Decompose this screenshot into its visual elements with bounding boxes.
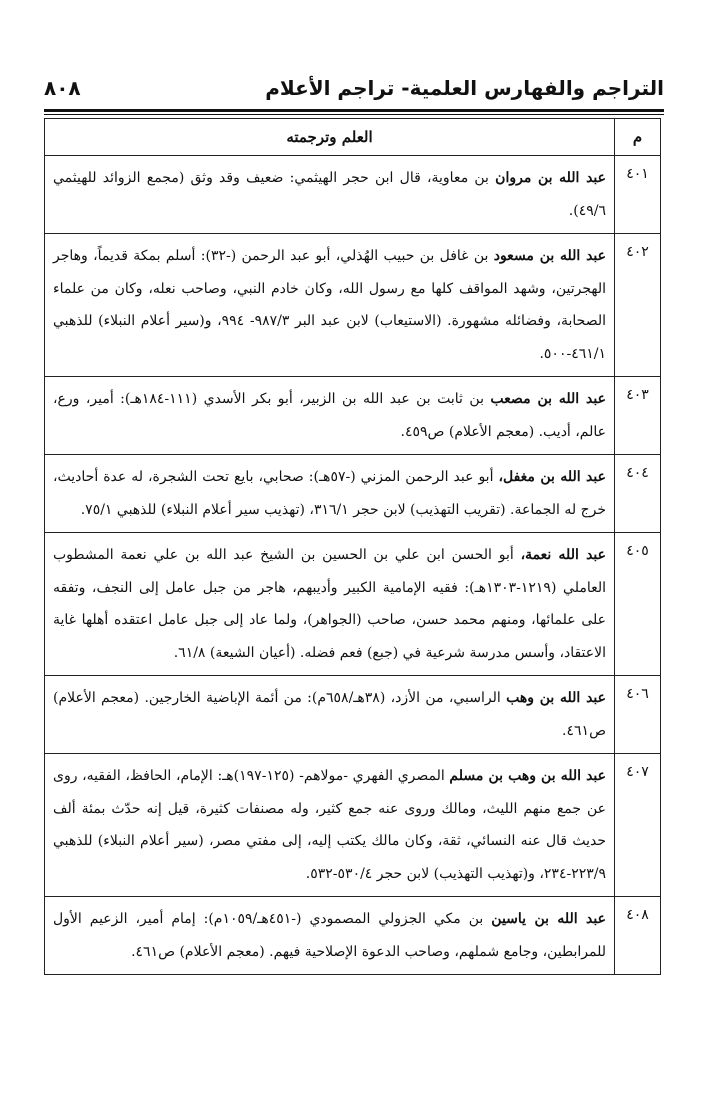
header-rule-thin — [44, 114, 664, 115]
biography-text: المصري الفهري -مولاهم- (١٢٥-١٩٧)هـ: الإمام، الحافظ، الفقيه، روى عن جمع منهم الليث، ومالك وروى عنه جمع كثير، وله مصنفات كثيرة، قيل إنه حدّث بمئة ألف حديث قال عنه النسائي، ثقة، وكان مالك يكتب إليه، إلى مفتي مصر، (سير أعلام النبلاء) للذهبي ٢٢٣/٩-٢٣٤، و(تهذيب التهذيب) لابن حجر ٥٣٠/٤-٥٣٢. — [53, 768, 606, 882]
table-header-row — [45, 119, 661, 156]
table-row — [45, 676, 661, 754]
entry-biography — [45, 533, 615, 676]
column-header-number: م — [615, 119, 661, 156]
page-header — [44, 70, 664, 106]
person-name: عبد الله نعمة، — [520, 547, 607, 563]
table-row — [45, 897, 661, 975]
entry-number: ٤٠٥ — [615, 533, 661, 676]
biography-text: أبو الحسن ابن علي بن الحسين بن الشيخ عبد الله بن علي نعمة المشطوب العاملي (١٢١٩-١٣٠٣هـ): فقيه الإمامية الكبير وأديبهم، هاجر من جبل عامل إلى النجف، وتفقه على علمائها، ومنهم محمد حسن، صاحب (الجواهر)، ولما عاد إلى جبل عامل اعتقده أهلها غاية الاعتقاد، وأسس مدرسة شرعية في (جبع) فعم فضله. (أعيان الشيعة) ٦١/٨. — [53, 547, 607, 661]
person-name: عبد الله بن مروان — [495, 170, 607, 186]
entry-number: ٤٠١ — [615, 156, 661, 234]
entry-number: ٤٠٢ — [615, 234, 661, 377]
biography-text: بن معاوية، قال ابن حجر الهيثمي: ضعيف وقد وثق (مجمع الزوائد للهيثمي ٤٩/٦). — [53, 170, 606, 219]
person-name: عبد الله بن وهب بن مسلم — [449, 768, 606, 784]
entry-number: ٤٠٤ — [615, 455, 661, 533]
table-row — [45, 234, 661, 377]
table-row — [45, 377, 661, 455]
table-row — [45, 754, 661, 897]
table-row — [45, 455, 661, 533]
entry-biography — [45, 455, 615, 533]
person-name: عبد الله بن مغفل، — [498, 469, 606, 485]
entry-number: ٤٠٨ — [615, 897, 661, 975]
entry-biography — [45, 156, 615, 234]
entry-biography — [45, 377, 615, 455]
page-number: ٨٠٨ — [44, 76, 81, 100]
biography-text: بن ثابت بن عبد الله بن الزبير، أبو بكر الأسدي (١١١-١٨٤هـ): أمير، ورع، عالم، أديب. (معجم الأعلام) ص٤٥٩. — [53, 391, 606, 440]
entry-biography — [45, 676, 615, 754]
header-rule-thick — [44, 109, 664, 112]
running-title: التراجم والفهارس العلمية- تراجم الأعلام — [265, 76, 664, 100]
biography-text: بن غافل بن حبيب الهُذلي، أبو عبد الرحمن (-٣٢): أسلم بمكة قديماً، وهاجر الهجرتين، وشهد المواقف كلها مع رسول الله، وكان خادم النبي، وصاحب نعله، وكان من علماء الصحابة، وفضائله مشهورة. (الاستيعاب) لابن عبد البر ٩٨٧/٣- ٩٩٤، و(سير أعلام النبلاء) للذهبي ٤٦١/١-٥٠٠. — [53, 248, 606, 362]
biography-text: أبو عبد الرحمن المزني (-٥٧هـ): صحابي، بايع تحت الشجرة، له عدة أحاديث، خرج له الجماعة. (تقريب التهذيب) لابن حجر ٣١٦/١، (تهذيب سير أعلام النبلاء) للذهبي ٧٥/١. — [53, 469, 606, 518]
entry-biography — [45, 754, 615, 897]
biography-text: الراسبي، من الأزد، (٣٨هـ/٦٥٨م): من أئمة الإباضية الخارجين. (معجم الأعلام) ص٤٦١. — [53, 690, 606, 739]
entry-biography — [45, 897, 615, 975]
entry-number: ٤٠٦ — [615, 676, 661, 754]
entry-number: ٤٠٧ — [615, 754, 661, 897]
table-row — [45, 533, 661, 676]
person-name: عبد الله بن وهب — [506, 690, 607, 706]
biographies-table — [44, 118, 661, 975]
entry-biography — [45, 234, 615, 377]
person-name: عبد الله بن مسعود — [493, 248, 606, 264]
person-name: عبد الله بن مصعب — [490, 391, 606, 407]
table-row — [45, 156, 661, 234]
column-header-name: العلم وترجمته — [45, 119, 615, 156]
person-name: عبد الله بن ياسين — [491, 911, 606, 927]
entry-number: ٤٠٣ — [615, 377, 661, 455]
biography-text: بن مكي الجزولي المصمودي (-٤٥١هـ/١٠٥٩م): إمام أمير، الزعيم الأول للمرابطين، وجامع شملهم، وصاحب الدعوة الإصلاحية فيهم. (معجم الأعلام) ص٤٦١. — [53, 911, 606, 960]
